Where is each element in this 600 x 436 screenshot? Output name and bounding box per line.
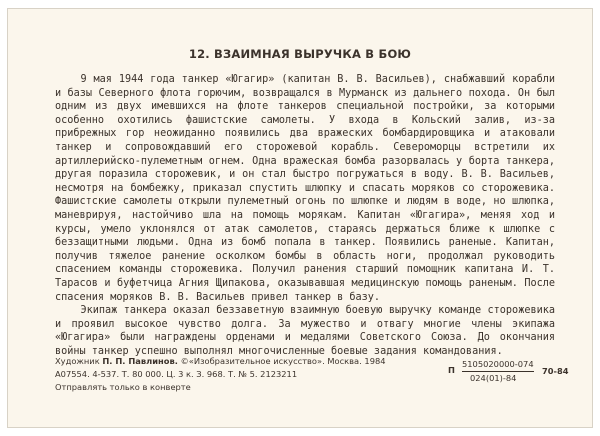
- article-body: [55, 73, 555, 358]
- publisher-line: ©«Изобразительное искусство». Москва. 1984: [180, 356, 386, 366]
- price-value: 70-84: [542, 366, 569, 376]
- price-code-letter: П: [448, 365, 455, 375]
- artist-name: П. П. Павлинов.: [102, 356, 178, 366]
- fraction-divider: [462, 371, 534, 372]
- price-code-numerator: 5105020000-074: [462, 359, 534, 369]
- paragraph-1: 9 мая 1944 года танкер «Югагир» (капитан В. В. Васильев), снабжавший корабли и базы Северного флота горючим, возвращался в Мурманск из дальнего похода. Он был одним из двух имевшихся на флоте танкеров специальной постройки, за которыми особенно охотились фашистские самолеты. У входа в Кольский залив, из-за прибрежных гор неожиданно появились два вражеских бомбардировщика и атаковали танкер и сопровождавший его сторожевой корабль. Североморцы встретили их артиллерийско-пулеметным огнем. Одна вражеская бомба разорвалась у борта танкера, другая поразила сторожевик, и он стал быстро погружаться в воду. В. В. Васильев, несмотря на бомбежку, приказал спустить шлюпку и спасать моряков со сторожевика. Фашистские самолеты открыли пулеметный огонь по шлюпке и людям в воде, но шлюпка, маневрируя, настойчиво шла на помощь морякам. Капитан «Югагира», меняя ход и курсы, умело уклонялся от атак самолетов, стараясь держаться ближе к шлюпке с беззащитными людьми. Одна из бомб попала в танкер. Появились раненые. Капитан, получив тяжелое ранение осколком бомбы в область ноги, продолжал руководить спасением команды сторожевика. Получил ранения старший помощник капитана И. Т. Тарасов и буфетчица Агния Щипакова, оказывавшая медицинскую помощь раненым. После спасения моряков В. В. Васильев привел танкер в базу.: [55, 74, 555, 303]
- page-title: 12. ВЗАИМНАЯ ВЫРУЧКА В БОЮ: [188, 47, 412, 61]
- artist-credit: [55, 355, 386, 368]
- artist-label: Художник: [55, 356, 100, 366]
- postcard-back: [7, 8, 593, 428]
- print-codes-line: А07554. 4-537. Т. 80 000. Ц. 3 к. З. 968. Т. № 5. 2123211: [55, 369, 298, 379]
- envelope-note: Отправлять только в конверте: [55, 382, 191, 392]
- paragraph-2: Экипаж танкера оказал беззаветную взаимную боевую выручку команде сторожевика и проявил высокое чувство долга. За мужество и отвагу многие члены экипажа «Югагира» были награждены орденами и медалями Советского Союза. До окончания войны танкер успешно выполнял многочисленные боевые задания командования.: [55, 305, 555, 357]
- imprint-block: [55, 355, 386, 394]
- price-code-denominator: 024(01)-84: [470, 373, 517, 383]
